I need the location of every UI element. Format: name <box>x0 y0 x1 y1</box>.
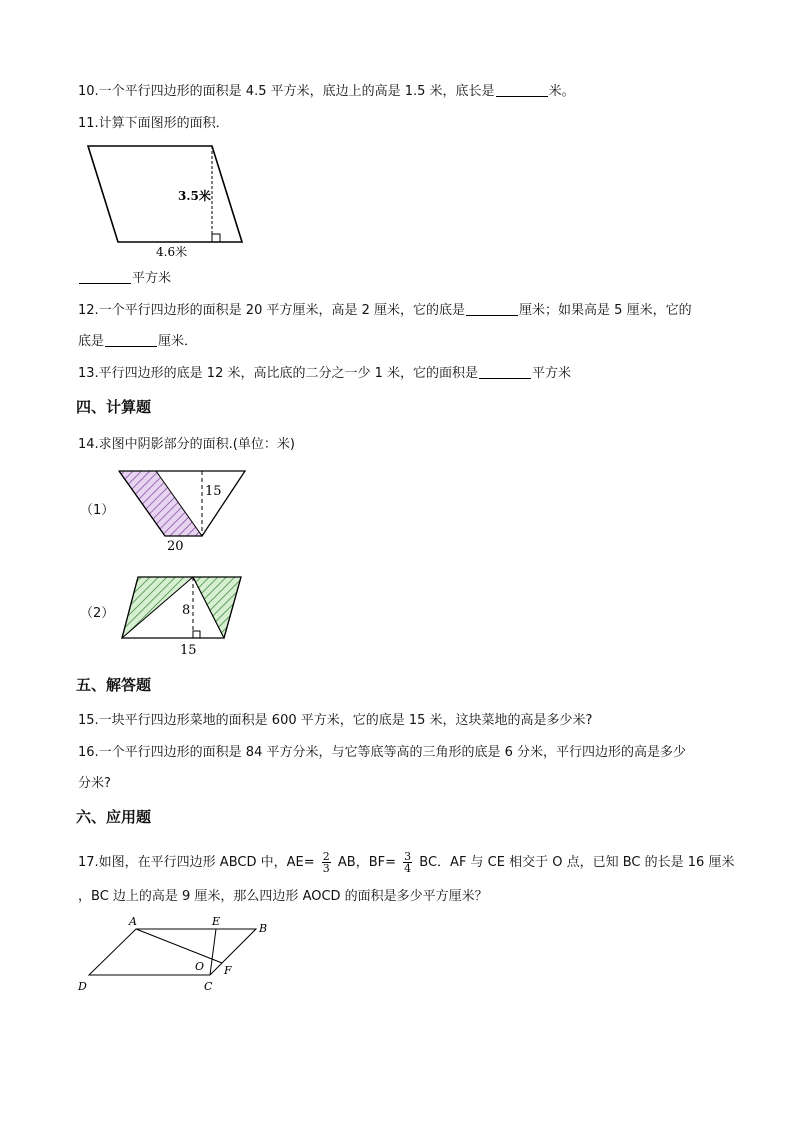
answer-blank[interactable] <box>479 365 531 379</box>
answer-blank[interactable] <box>79 270 131 284</box>
parallelogram-abcd-figure <box>74 912 274 996</box>
fraction-three-quarters <box>403 851 412 874</box>
figure-label-2: （2） <box>80 606 115 621</box>
fraction-numerator: 3 <box>404 850 412 863</box>
question-17-text: 17.如图，在平行四边形 ABCD 中，AE= <box>78 855 315 870</box>
question-12-line1 <box>78 302 692 320</box>
point-f-label: F <box>224 964 232 977</box>
question-10-unit: 米。 <box>548 84 575 99</box>
parallelogram-figure-2 <box>112 572 247 660</box>
right-angle-mark <box>193 631 200 638</box>
line-ec <box>210 929 216 975</box>
answer-blank[interactable] <box>496 83 548 97</box>
point-o-label: O <box>195 960 205 973</box>
right-angle-mark <box>212 234 220 242</box>
height-label: 3.5米 <box>178 189 211 203</box>
question-10-text: 10.一个平行四边形的面积是 4.5 平方米，底边上的高是 1.5 米，底长是 <box>78 84 495 99</box>
height-label: 15 <box>205 484 222 499</box>
section-heading-6: 六、应用题 <box>76 808 152 826</box>
question-16-line2: 分米? <box>78 776 111 791</box>
question-12-line2 <box>78 333 197 351</box>
fraction-denominator: 4 <box>404 862 412 875</box>
question-11-answer <box>78 270 171 288</box>
question-14-title: 14.求图中阴影部分的面积.(单位：米) <box>78 437 295 452</box>
base-label: 15 <box>180 643 197 658</box>
question-13 <box>78 365 571 383</box>
fraction-two-thirds <box>322 851 331 874</box>
question-12-text-cont: 厘米；如果高是 5 厘米，它的 <box>519 303 692 318</box>
question-11-title: 11.计算下面图形的面积． <box>78 116 229 131</box>
base-label: 20 <box>167 539 184 554</box>
shaded-parallelogram <box>119 471 202 536</box>
answer-unit: 平方米 <box>132 271 172 286</box>
figure-label-1: （1） <box>80 503 115 518</box>
question-15: 15.一块平行四边形菜地的面积是 600 平方米，它的底是 15 米，这块菜地的高是多少米? <box>78 713 593 728</box>
section-heading-4: 四、计算题 <box>76 398 152 416</box>
section-heading-5: 五、解答题 <box>76 676 152 694</box>
question-13-text: 13.平行四边形的底是 12 米，高比底的二分之一少 1 米，它的面积是 <box>78 366 479 381</box>
question-16-line1: 16.一个平行四边形的面积是 84 平方分米，与它等底等高的三角形的底是 6 分米，平行四边形的高是多少 <box>78 745 687 760</box>
question-12-text: 12.一个平行四边形的面积是 20 平方厘米，高是 2 厘米，它的底是 <box>78 303 466 318</box>
parallelogram-figure <box>80 138 250 263</box>
question-13-unit: 平方米 <box>532 366 572 381</box>
shaded-triangle-right <box>193 577 241 638</box>
answer-blank[interactable] <box>105 333 157 347</box>
fraction-denominator: 3 <box>322 862 330 875</box>
point-e-label: E <box>212 915 221 928</box>
question-17-line2: ，BC 边上的高是 9 厘米，那么四边形 AOCD 的面积是多少平方厘米？ <box>78 889 488 904</box>
point-b-label: B <box>259 922 268 935</box>
height-label: 8 <box>182 603 191 618</box>
fraction-numerator: 2 <box>322 850 330 863</box>
trapezoid-figure-1 <box>110 468 255 554</box>
question-17-text-cont: BC．AF 与 CE 相交于 O 点，已知 BC 的长是 16 厘米 <box>419 855 735 870</box>
question-17-line1 <box>78 850 734 876</box>
question-17-text-cont: AB，BF= <box>337 855 396 870</box>
point-a-label: A <box>129 915 137 928</box>
point-d-label: D <box>78 980 87 993</box>
line-af <box>136 929 222 963</box>
question-12-unit: 厘米． <box>158 334 198 349</box>
question-12-text-cont: 底是 <box>78 334 105 349</box>
answer-blank[interactable] <box>466 302 518 316</box>
parallelogram-shape <box>88 146 242 242</box>
question-10 <box>78 83 575 101</box>
base-label: 4.6米 <box>156 245 188 259</box>
point-c-label: C <box>204 980 213 993</box>
